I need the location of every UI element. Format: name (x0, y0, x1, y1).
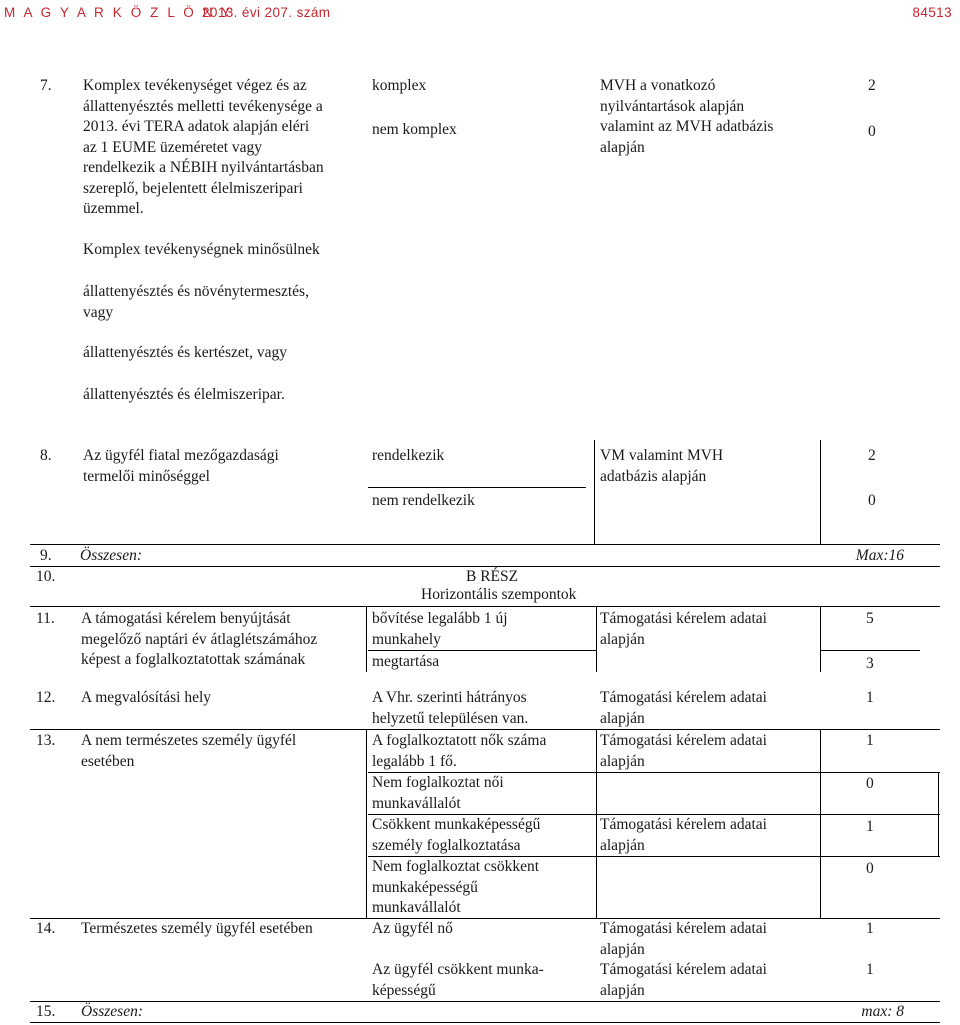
row-13-col-divider (366, 729, 367, 918)
row-7-points-komplex: 2 (868, 77, 876, 94)
row-7-description: Komplex tevékenységet végez és az állattenyésztés melletti tevékenysége a 2013. évi TERA adatok alapján eléri az 1 EUME üzeméretet vagy rendelkezik a NÉBIH nyilvántartásban szereplő, bejelentett élelmiszeripari üzemmel. (83, 77, 324, 217)
row-7-option-nem-komplex: nem komplex (372, 121, 457, 138)
row-14-description: Természetes személy ügyfél esetében (81, 920, 313, 937)
row-11-option-megtartasa: megtartása (372, 653, 440, 670)
row-13-number: 13. (36, 732, 56, 749)
row-9-number: 9. (40, 547, 52, 564)
row-8-col-divider (820, 440, 821, 544)
row-8-option-nem-rendelkezik: nem rendelkezik (372, 492, 475, 509)
row-14-number: 14. (36, 920, 56, 937)
row-11-col-divider (820, 606, 821, 672)
row-7-option-komplex: komplex (372, 77, 427, 94)
row-12-option: A Vhr. szerinti hátrányos helyzetű településen van. (372, 689, 529, 727)
row-7-note-intro: Komplex tevékenységnek minősülnek (83, 241, 320, 258)
row-divider (30, 1022, 940, 1023)
row-divider (30, 544, 940, 545)
row-divider (30, 729, 940, 730)
row-11-description: A támogatási kérelem benyújtását megelőző naptári év átlaglétszámához képest a foglalkoztatottak számának (81, 610, 318, 668)
row-9-max-points: Max:16 (855, 547, 904, 564)
row-11-col-divider (366, 606, 367, 672)
row-9-total-label: Összesen: (80, 547, 142, 564)
row-12-description: A megvalósítási hely (81, 689, 212, 706)
row-11-points-divider (820, 650, 920, 651)
row-8-source: VM valamint MVH adatbázis alapján (600, 447, 724, 485)
row-13-option-points: 1 (866, 818, 874, 835)
row-12-points: 1 (866, 689, 874, 706)
row-11-number: 11. (36, 610, 55, 627)
row-14-option: Az ügyfél csökkent munka- képességű (372, 961, 544, 999)
row-13-option-source: Támogatási kérelem adatai alapján (600, 732, 767, 770)
row-divider (30, 606, 940, 607)
row-11-option-bovitese: bővítése legalább 1 új munkahely (372, 610, 508, 648)
section-b-title: B RÉSZ (466, 568, 519, 585)
row-13-col-divider (820, 729, 821, 918)
row-11-source: Támogatási kérelem adatai alapján (600, 610, 767, 648)
row-7-source: MVH a vonatkozó nyilvántartások alapján valamint az MVH adatbázis alapján (600, 77, 774, 156)
row-15-max-points: max: 8 (861, 1003, 904, 1020)
row-14-option-points: 1 (866, 920, 874, 937)
row-14-option-source: Támogatási kérelem adatai alapján (600, 961, 767, 999)
row-13-option-points: 0 (866, 860, 874, 877)
row-13-option: Nem foglalkoztat csökkent munkaképességű munkavállalót (372, 858, 540, 916)
row-12-number: 12. (36, 689, 56, 706)
row-13-option-points: 1 (866, 732, 874, 749)
row-8-description: Az ügyfél fiatal mezőgazdasági termelői minőséggel (83, 447, 279, 485)
row-13-option-source: Támogatási kérelem adatai alapján (600, 816, 767, 854)
row-divider (30, 1001, 940, 1002)
page-number: 84513 (912, 5, 952, 20)
row-7-points-nem-komplex: 0 (868, 123, 876, 140)
row-7-note-item: állattenyésztés és élelmiszeripar. (83, 386, 285, 403)
row-14-option: Az ügyfél nő (372, 920, 453, 937)
row-11-points-bovitese: 5 (866, 610, 874, 627)
row-15-number: 15. (36, 1003, 56, 1020)
row-13-option: Csökkent munkaképességű személy foglalkoztatása (372, 816, 541, 854)
row-8-option-divider (368, 487, 586, 488)
row-8-points-nem-rendelkezik: 0 (868, 492, 876, 509)
row-7-note-item: állattenyésztés és növénytermesztés, vagy (83, 283, 309, 321)
row-12-source: Támogatási kérelem adatai alapján (600, 689, 767, 727)
journal-title: M A G Y A R K Ö Z L Ö N Y (4, 5, 233, 20)
row-11-col-divider (596, 606, 597, 672)
row-13-option: Nem foglalkoztat női munkavállalót (372, 774, 504, 812)
row-7-note-item: állattenyésztés és kertészet, vagy (83, 344, 287, 361)
row-14-option-source: Támogatási kérelem adatai alapján (600, 920, 767, 958)
row-7-number: 7. (40, 77, 52, 94)
row-11-option-divider (368, 650, 596, 651)
issue-number: 2013. évi 207. szám (202, 5, 331, 20)
row-8-number: 8. (40, 447, 52, 464)
row-14-option-points: 1 (866, 961, 874, 978)
row-13-option: A foglalkoztatott nők száma legalább 1 fő. (372, 732, 547, 770)
row-8-option-rendelkezik: rendelkezik (372, 447, 445, 464)
row-13-description: A nem természetes személy ügyfél esetében (81, 732, 297, 770)
row-13-option-points: 0 (866, 775, 874, 792)
row-13-right-border (938, 772, 939, 856)
row-8-points-rendelkezik: 2 (868, 447, 876, 464)
row-15-total-label: Összesen: (81, 1003, 143, 1020)
row-11-points-megtartasa: 3 (866, 655, 874, 672)
row-13-col-divider (596, 729, 597, 918)
row-10-number: 10. (36, 568, 56, 585)
row-8-col-divider (594, 440, 595, 544)
section-b-subtitle: Horizontális szempontok (421, 586, 577, 603)
